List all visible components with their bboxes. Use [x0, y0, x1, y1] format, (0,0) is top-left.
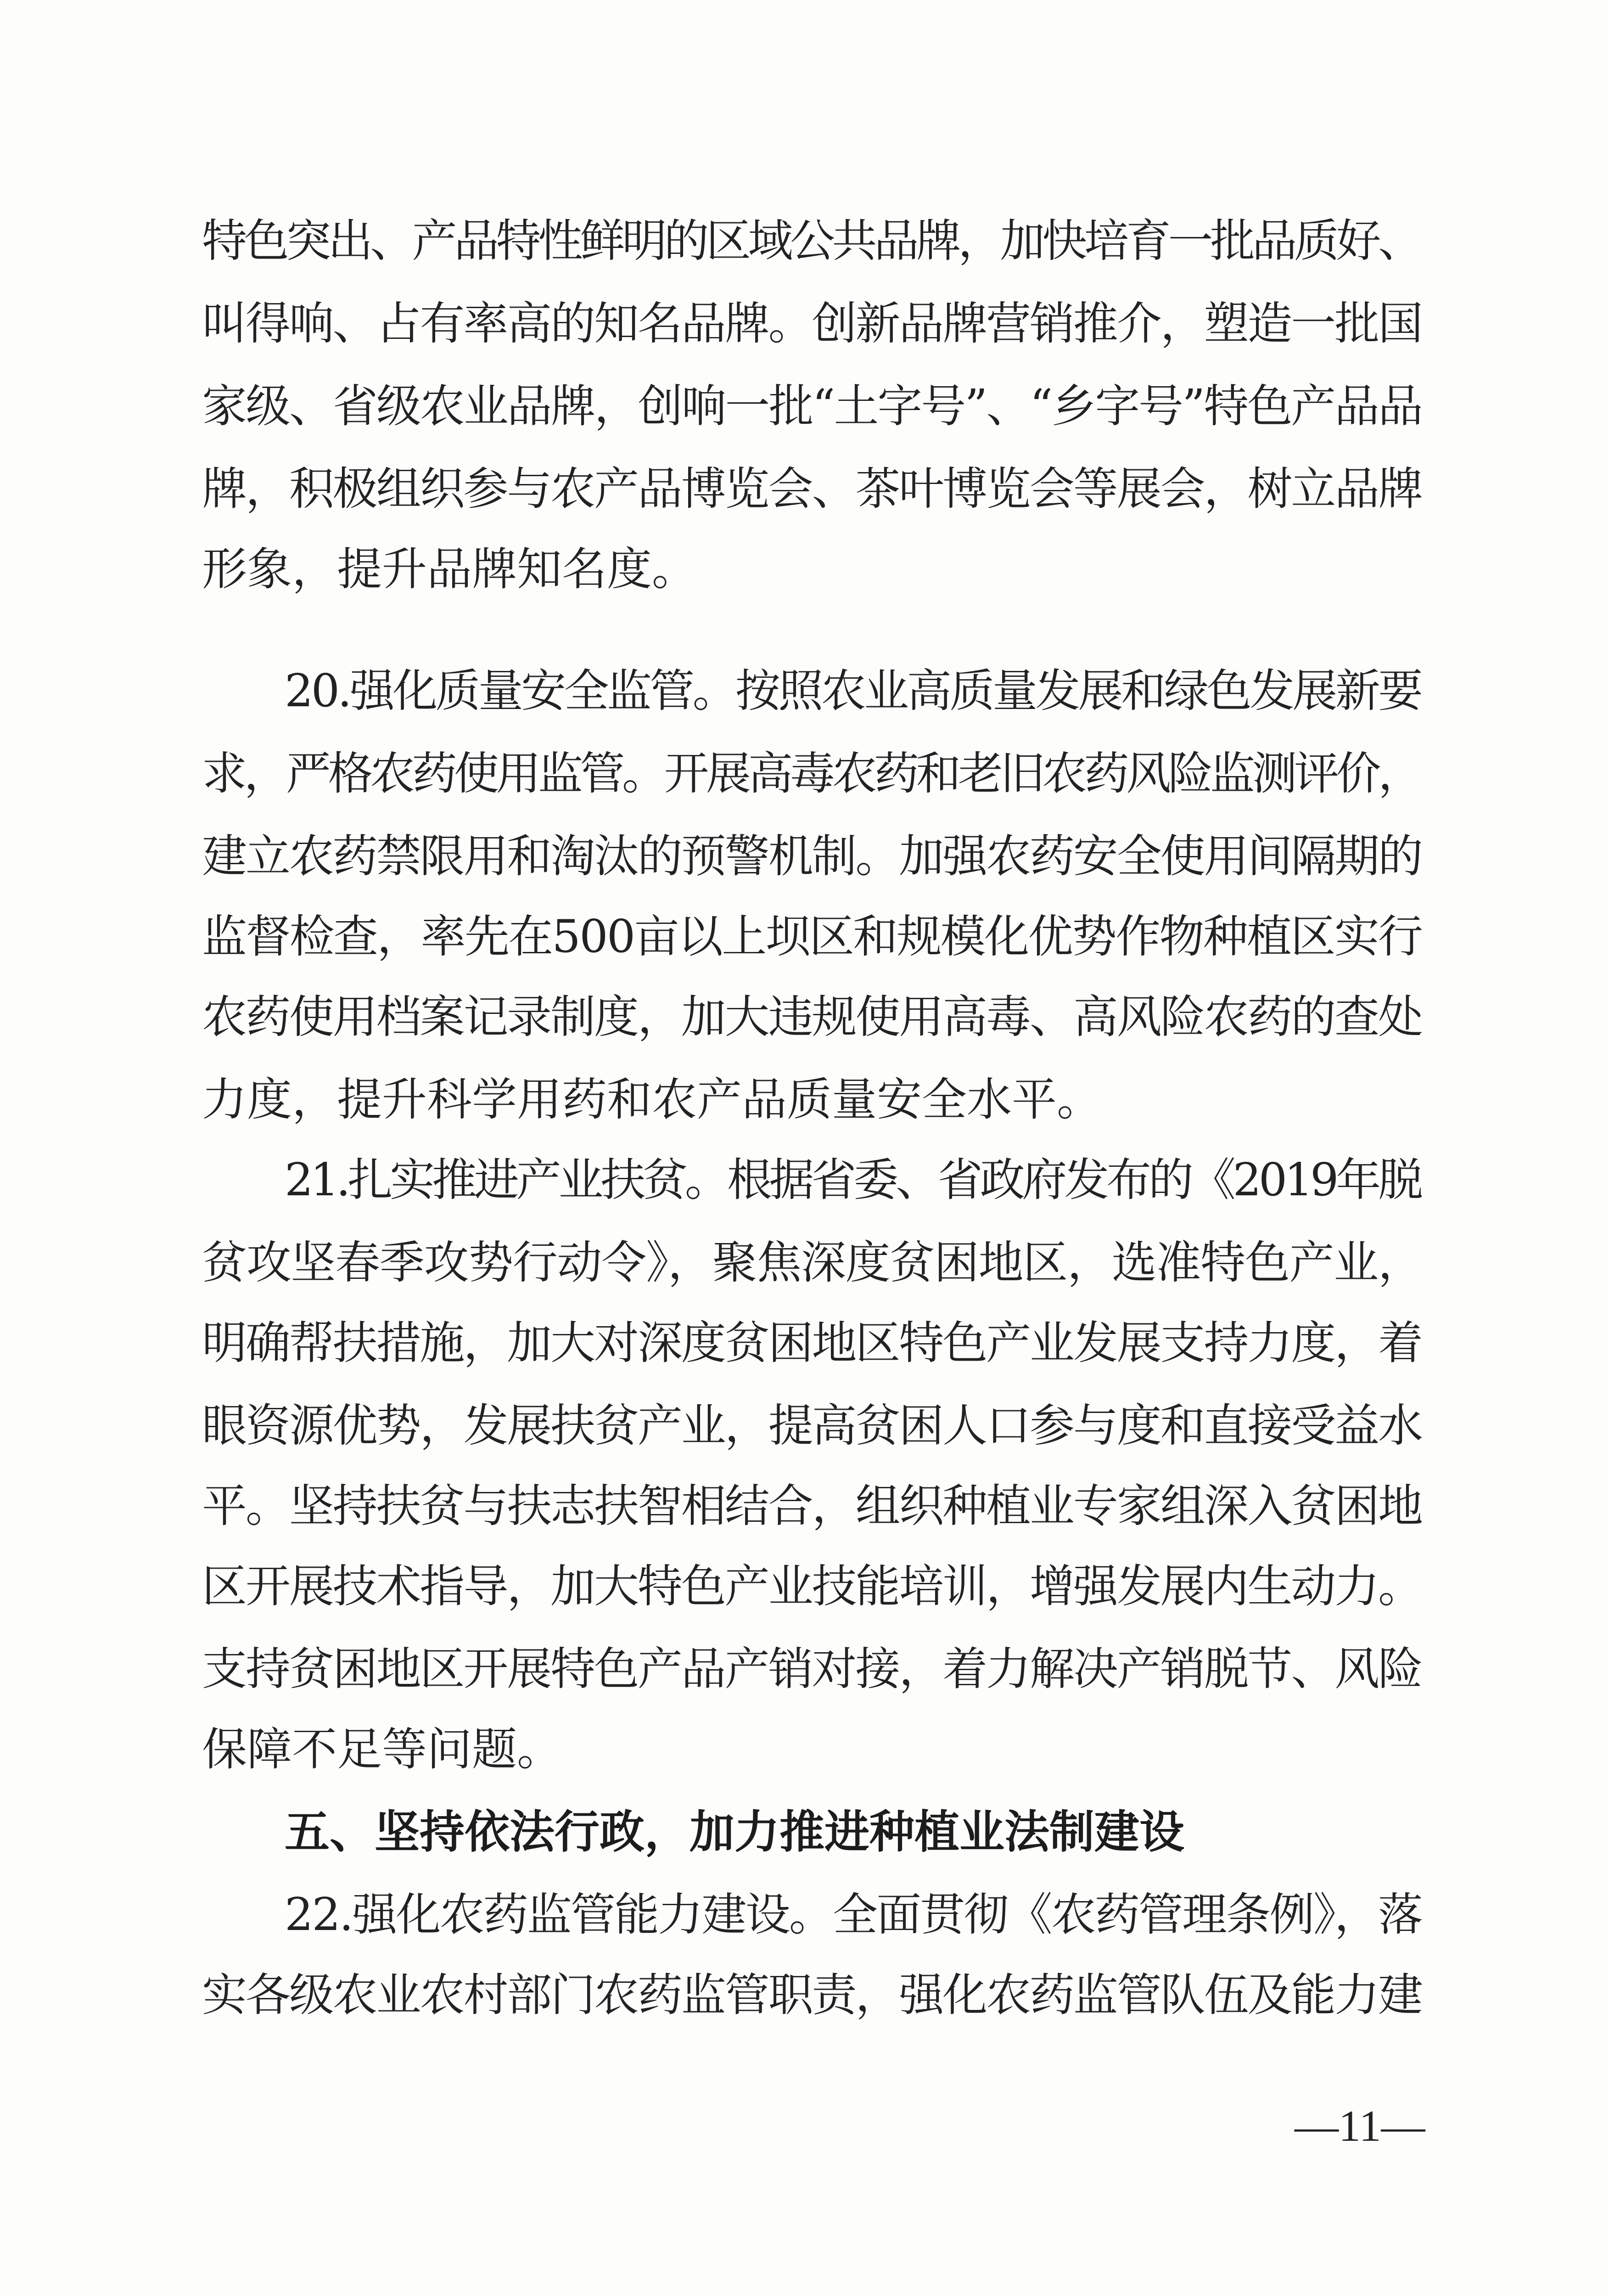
- text-line: 形象，提升品牌知名度。: [202, 543, 697, 596]
- text-line: 贫攻坚春季攻势行动令》，聚焦深度贫困地区，选准特色产业，: [202, 1237, 1423, 1289]
- paragraph-20-start: 20.强化质量安全监管。按照农业高质量发展和绿色发展新要: [285, 665, 1421, 717]
- paragraph-21-start: 21.扎实推进产业扶贫。根据省委、省政府发布的《2019年脱: [285, 1154, 1420, 1206]
- text-line: 实各级农业农村部门农药监管职责，强化农药监管队伍及能力建: [202, 1969, 1422, 2021]
- text-line: 明确帮扶措施，加大对深度贫困地区特色产业发展支持力度，着: [202, 1317, 1422, 1369]
- text-line: 求，严格农药使用监管。开展高毒农药和老旧农药风险监测评价，: [202, 748, 1420, 800]
- paragraph-22-start: 22.强化农药监管能力建设。全面贯彻《农药管理条例》，落: [285, 1889, 1422, 1941]
- page-number: —11—: [1295, 2101, 1425, 2150]
- text-line: 牌，积极组织参与农产品博览会、茶叶博览会等展会，树立品牌: [202, 463, 1422, 515]
- text-line: 保障不足等问题。: [202, 1723, 562, 1776]
- text-line: 支持贫困地区开展特色产品产销对接，着力解决产销脱节、风险: [202, 1643, 1422, 1695]
- text-line: 建立农药禁限用和淘汰的预警机制。加强农药安全使用间隔期的: [202, 830, 1422, 883]
- text-line: 眼资源优势，发展扶贫产业，提高贫困人口参与度和直接受益水: [202, 1400, 1422, 1452]
- text-line: 家级、省级农业品牌，创响一批“土字号”、“乡字号”特色产品品: [202, 380, 1422, 433]
- text-line: 农药使用档案记录制度，加大违规使用高毒、高风险农药的查处: [202, 991, 1422, 1043]
- text-line: 力度，提升科学用药和农产品质量安全水平。: [202, 1074, 1102, 1126]
- text-line: 区开展技术指导，加大特色产业技能培训，增强发展内生动力。: [202, 1560, 1422, 1613]
- text-line: 叫得响、占有率高的知名品牌。创新品牌营销推介，塑造一批国: [202, 298, 1422, 350]
- section-heading: 五、坚持依法行政，加力推进种植业法制建设: [285, 1806, 1185, 1858]
- text-line: 特色突出、产品特性鲜明的区域公共品牌，加快培育一批品质好、: [202, 215, 1420, 267]
- text-line: 监督检查，率先在500亩以上坝区和规模化优势作物种植区实行: [202, 911, 1422, 963]
- text-line: 平。坚持扶贫与扶志扶智相结合，组织种植业专家组深入贫困地: [202, 1480, 1422, 1532]
